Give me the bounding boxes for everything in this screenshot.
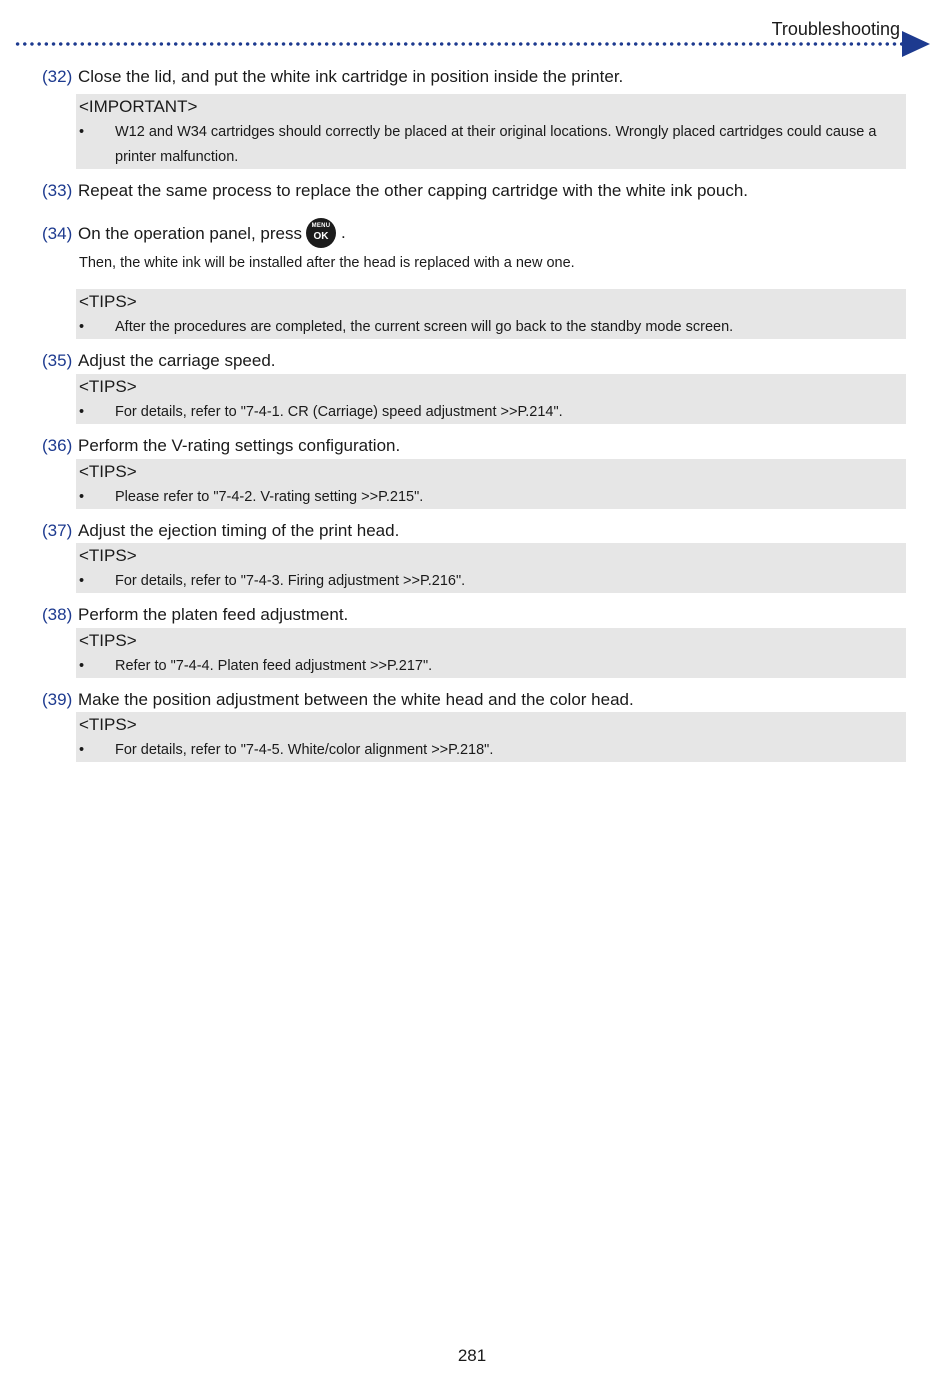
bullet-icon: • <box>79 319 85 335</box>
page-number: 281 <box>457 1346 487 1365</box>
box-heading: <TIPS> <box>79 631 137 650</box>
tips-box <box>76 628 906 678</box>
step-number: (33) <box>42 181 73 200</box>
ok-label: OK <box>313 231 329 242</box>
next-arrow-icon[interactable] <box>902 31 930 57</box>
bullet-text[interactable]: For details, refer to "7-4-3. Firing adjustment >>P.216". <box>115 573 466 589</box>
box-heading: <TIPS> <box>79 462 137 481</box>
step-34 <box>42 223 302 245</box>
bullet-icon: • <box>79 658 85 674</box>
step-number: (34) <box>42 224 73 243</box>
step-text: Perform the V-rating settings configuration. <box>78 436 401 455</box>
step-text: Perform the platen feed adjustment. <box>78 605 349 624</box>
bullet-text[interactable]: Refer to "7-4-4. Platen feed adjustment >>P.217". <box>115 658 433 674</box>
box-heading: <TIPS> <box>79 377 137 396</box>
step-period: . <box>341 223 346 242</box>
menu-label: MENU <box>311 223 331 229</box>
step-33 <box>42 180 748 202</box>
step-number: (39) <box>42 690 73 709</box>
step-35 <box>42 350 276 372</box>
step-text: Adjust the carriage speed. <box>78 351 276 370</box>
tips-box <box>76 712 906 762</box>
step-38 <box>42 604 348 626</box>
step-39 <box>42 689 634 711</box>
step-text: Close the lid, and put the white ink cartridge in position inside the printer. <box>78 67 624 86</box>
bullet-icon: • <box>79 489 85 505</box>
bullet-text: After the procedures are completed, the current screen will go back to the standby mode screen. <box>115 319 734 335</box>
tips-box <box>76 543 906 593</box>
box-heading: <TIPS> <box>79 546 137 565</box>
bullet-icon: • <box>79 404 85 420</box>
bullet-icon: • <box>79 573 85 589</box>
step-36 <box>42 435 400 457</box>
box-heading: <IMPORTANT> <box>79 97 198 116</box>
step-number: (37) <box>42 521 73 540</box>
step-text: Repeat the same process to replace the other capping cartridge with the white ink pouch. <box>78 181 748 200</box>
step-number: (35) <box>42 351 73 370</box>
bullet-icon: • <box>79 742 85 758</box>
step-text: Make the position adjustment between the white head and the color head. <box>78 690 634 709</box>
step-text: On the operation panel, press <box>78 224 302 243</box>
bullet-icon: • <box>79 124 85 140</box>
tips-box <box>76 374 906 424</box>
bullet-text[interactable]: Please refer to "7-4-2. V-rating setting >>P.215". <box>115 489 424 505</box>
step-number: (32) <box>42 67 73 86</box>
bullet-text[interactable]: For details, refer to "7-4-5. White/color alignment >>P.218". <box>115 742 494 758</box>
dotted-rule <box>14 42 904 46</box>
box-heading: <TIPS> <box>79 292 137 311</box>
box-heading: <TIPS> <box>79 715 137 734</box>
step-number: (38) <box>42 605 73 624</box>
tips-box <box>76 289 906 339</box>
step-note: Then, the white ink will be installed after the head is replaced with a new one. <box>79 255 575 271</box>
menu-ok-button-icon <box>306 218 336 248</box>
step-number: (36) <box>42 436 73 455</box>
tips-box <box>76 459 906 509</box>
step-37 <box>42 520 399 542</box>
bullet-text: W12 and W34 cartridges should correctly be placed at their original locations. Wrongly placed cartridges could cause a printer malfunction. <box>115 124 877 165</box>
step-text: Adjust the ejection timing of the print head. <box>78 521 400 540</box>
important-box <box>76 94 906 169</box>
section-title: Troubleshooting <box>771 19 900 39</box>
step-32 <box>42 66 623 88</box>
bullet-text[interactable]: For details, refer to "7-4-1. CR (Carriage) speed adjustment >>P.214". <box>115 404 563 420</box>
